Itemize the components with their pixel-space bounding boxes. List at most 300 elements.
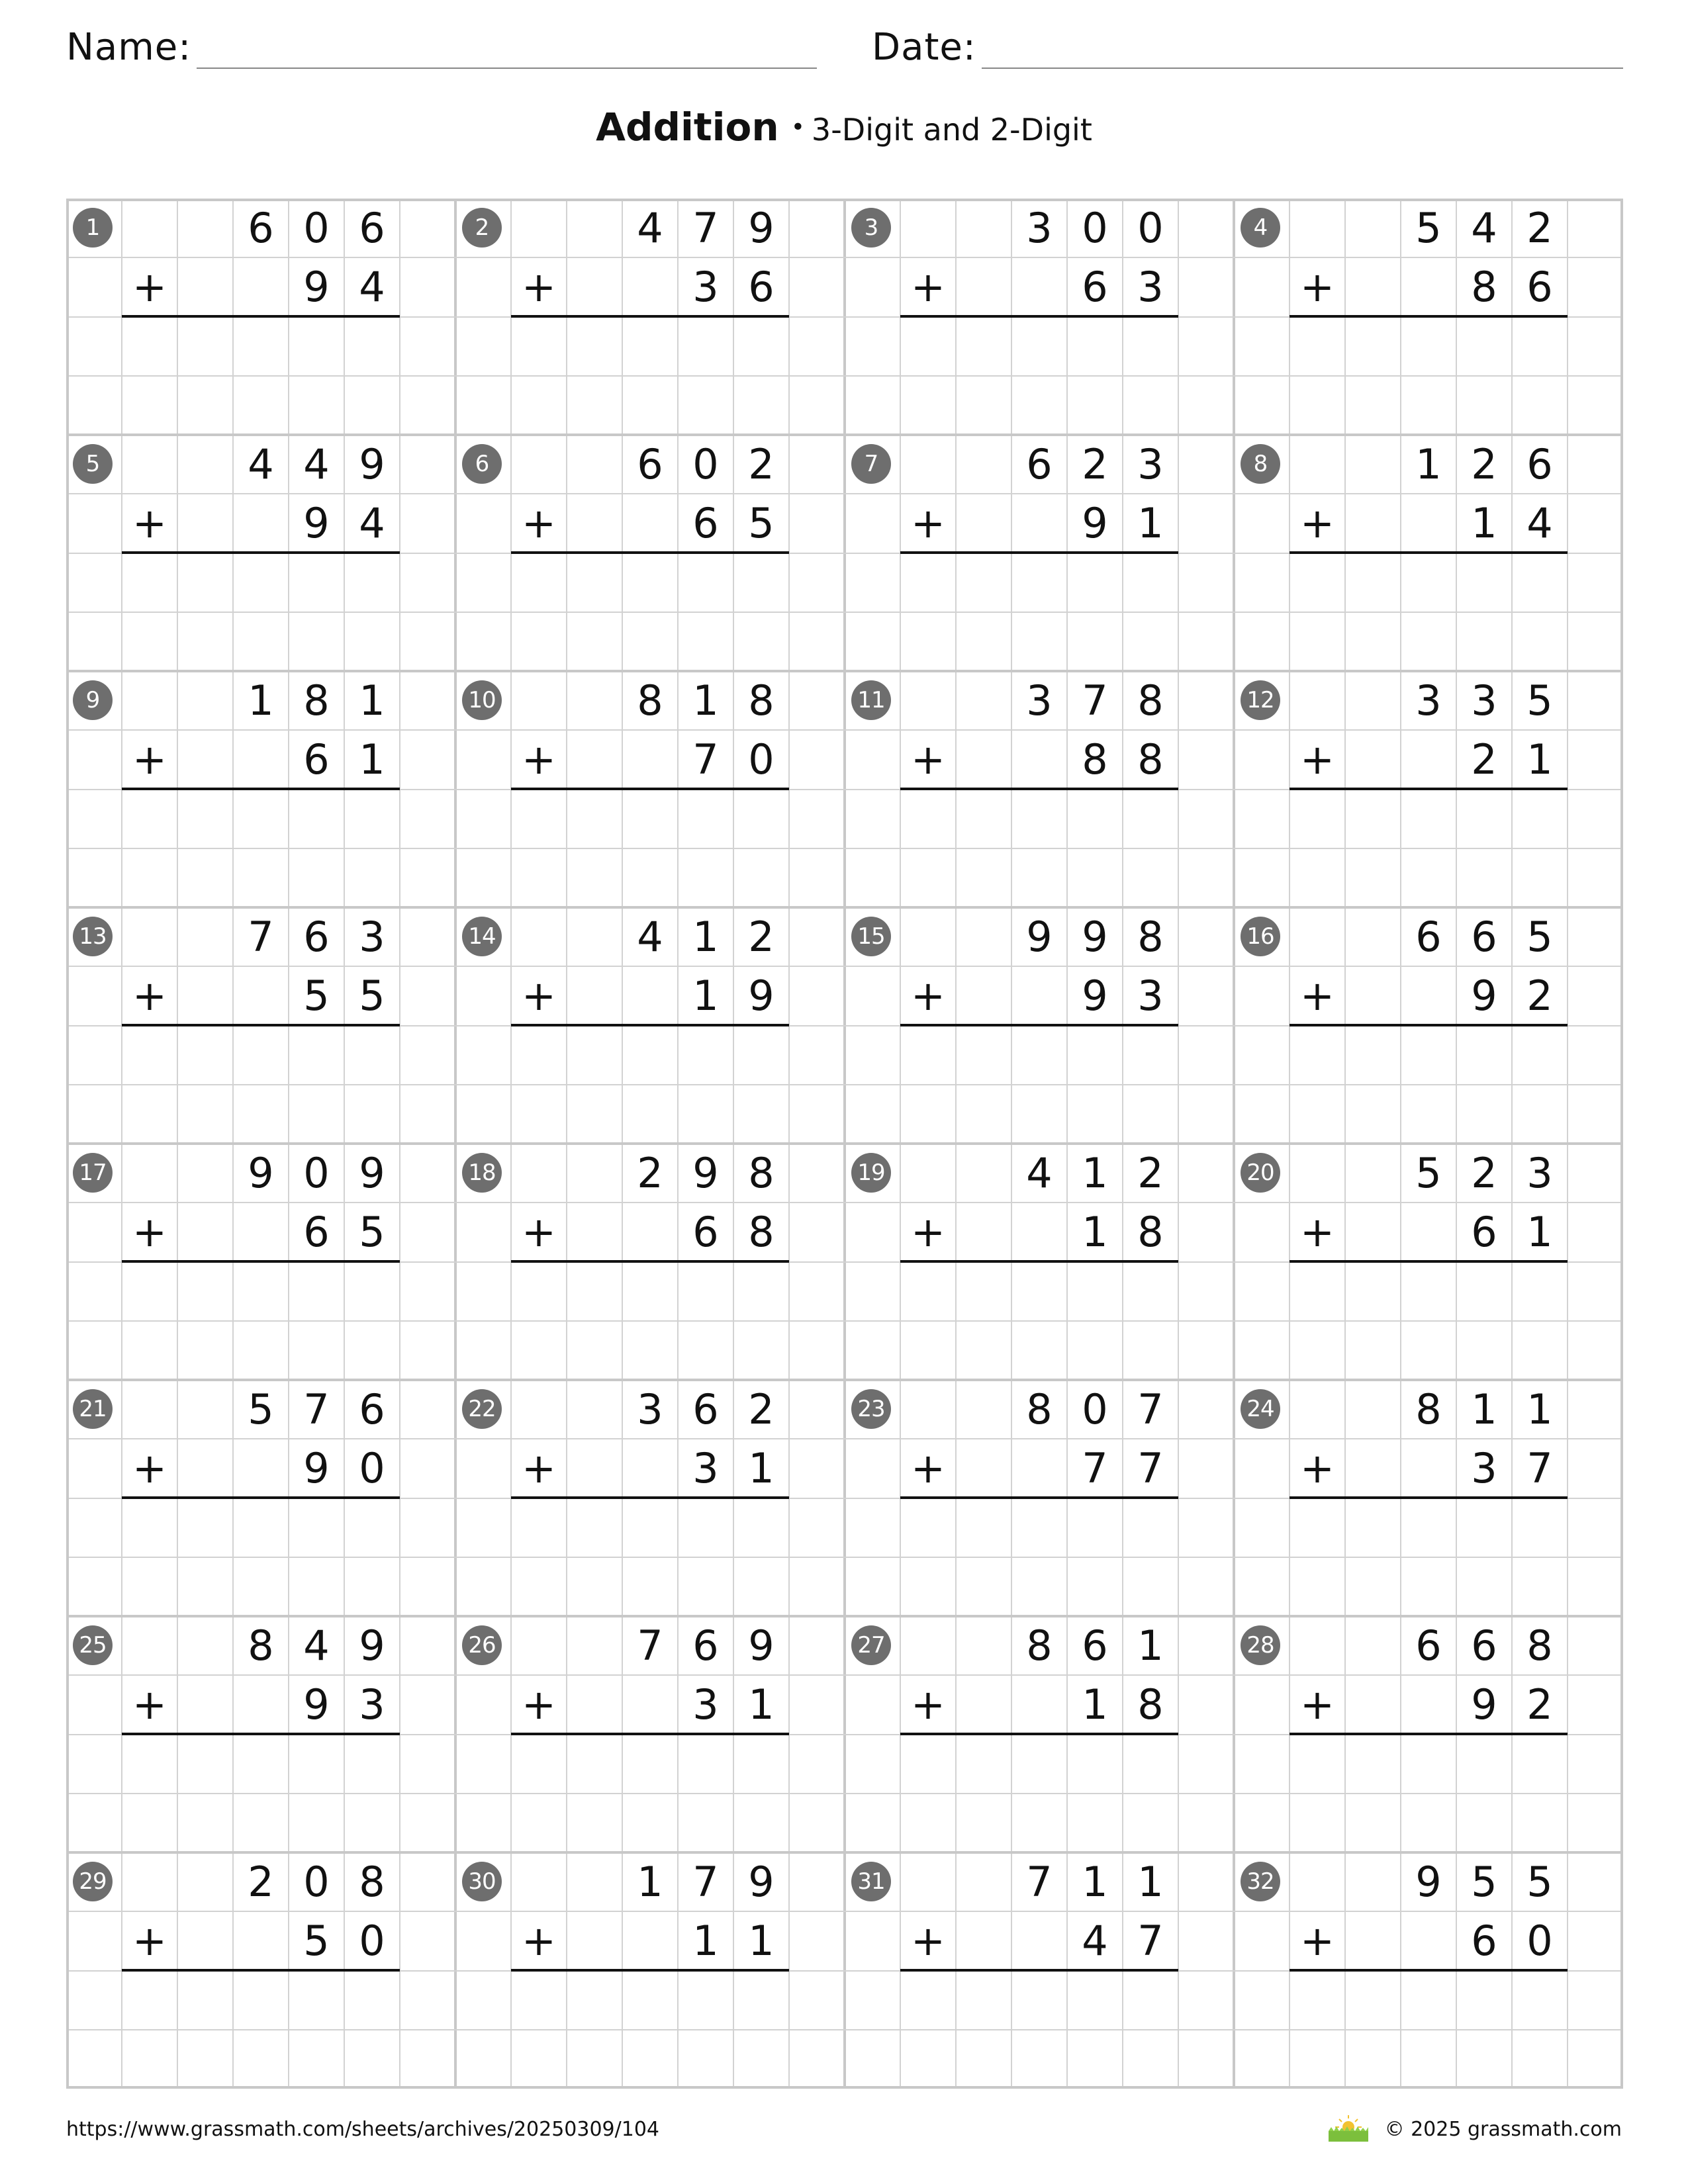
answer-cell[interactable]	[678, 1498, 733, 1557]
top-addend-digit: 3	[359, 913, 385, 961]
answer-cell[interactable]	[1456, 1735, 1512, 1794]
answer-cell[interactable]	[956, 1026, 1011, 1085]
answer-cell[interactable]	[122, 553, 177, 612]
top-addend-digit: 3	[1026, 204, 1053, 252]
answer-cell[interactable]	[678, 1971, 733, 2030]
answer-cell[interactable]	[233, 1735, 289, 1794]
answer-cell[interactable]	[1067, 790, 1123, 848]
answer-cell[interactable]	[1011, 553, 1067, 612]
answer-cell[interactable]	[177, 1262, 233, 1321]
top-addend-digit: 3	[1026, 676, 1053, 725]
date-line[interactable]	[982, 20, 1623, 69]
problem-number-badge: 22	[462, 1389, 502, 1429]
top-addend-digit: 8	[1026, 1621, 1053, 1670]
problem-number-badge: 18	[462, 1153, 502, 1193]
addition-problem	[66, 199, 455, 435]
grass-sun-logo-icon	[1327, 2113, 1370, 2143]
answer-cell[interactable]	[233, 1971, 289, 2030]
top-addend-digit: 4	[637, 204, 663, 252]
answer-cell[interactable]	[1067, 1971, 1123, 2030]
top-addend-digit: 7	[248, 913, 274, 961]
answer-cell[interactable]	[344, 553, 400, 612]
addition-problem	[66, 435, 455, 671]
bottom-addend-digit: 7	[1526, 1444, 1553, 1493]
answer-cell[interactable]	[1345, 553, 1401, 612]
answer-cell[interactable]	[1123, 1262, 1178, 1321]
bottom-addend-digit: 5	[303, 972, 330, 1021]
answer-cell[interactable]	[956, 790, 1011, 848]
bottom-addend-digit: 6	[303, 1208, 330, 1257]
answer-cell[interactable]	[622, 1498, 678, 1557]
answer-cell[interactable]	[567, 553, 622, 612]
answer-cell[interactable]	[622, 1026, 678, 1085]
top-addend-digit: 7	[1082, 676, 1108, 725]
answer-cell[interactable]	[1345, 1498, 1401, 1557]
answer-cell[interactable]	[1345, 1262, 1401, 1321]
answer-cell[interactable]	[1289, 1971, 1345, 2030]
plus-sign: +	[132, 1917, 167, 1966]
top-addend-digit: 0	[303, 204, 330, 252]
plus-sign: +	[522, 263, 556, 312]
top-addend-digit: 1	[1082, 1858, 1108, 1906]
problem-grid	[66, 199, 1623, 2089]
answer-cell[interactable]	[900, 1735, 956, 1794]
answer-cell[interactable]	[344, 317, 400, 376]
answer-cell[interactable]	[678, 317, 733, 376]
answer-cell[interactable]	[900, 1971, 956, 2030]
answer-cell[interactable]	[1401, 1498, 1456, 1557]
answer-cell[interactable]	[233, 317, 289, 376]
top-addend-digit: 6	[1471, 913, 1497, 961]
answer-cell[interactable]	[733, 1026, 789, 1085]
problem-number-badge: 6	[462, 444, 502, 484]
problem-number-badge: 14	[462, 917, 502, 956]
answer-cell[interactable]	[567, 790, 622, 848]
top-addend-digit: 6	[359, 204, 385, 252]
answer-cell[interactable]	[1123, 317, 1178, 376]
top-addend-digit: 6	[1026, 440, 1053, 488]
answer-cell[interactable]	[956, 553, 1011, 612]
bottom-addend-digit: 1	[692, 972, 719, 1021]
addition-problem	[1234, 907, 1623, 1144]
answer-cell[interactable]	[956, 1735, 1011, 1794]
problem-number-badge: 9	[73, 680, 113, 720]
plus-sign: +	[132, 735, 167, 784]
addition-problem	[455, 1380, 845, 1616]
answer-cell[interactable]	[1456, 1262, 1512, 1321]
answer-cell[interactable]	[1456, 1498, 1512, 1557]
answer-cell[interactable]	[1456, 1971, 1512, 2030]
answer-cell[interactable]	[511, 1971, 567, 2030]
answer-cell[interactable]	[289, 1498, 344, 1557]
top-addend-digit: 3	[1137, 440, 1164, 488]
top-addend-digit: 3	[1526, 1149, 1553, 1197]
answer-cell[interactable]	[1401, 1026, 1456, 1085]
top-addend-digit: 8	[359, 1858, 385, 1906]
answer-cell[interactable]	[122, 1498, 177, 1557]
answer-cell[interactable]	[177, 790, 233, 848]
top-addend-digit: 4	[1026, 1149, 1053, 1197]
addition-problem	[845, 199, 1234, 435]
answer-cell[interactable]	[900, 1026, 956, 1085]
top-addend-digit: 5	[1526, 676, 1553, 725]
answer-cell[interactable]	[1456, 553, 1512, 612]
answer-cell[interactable]	[289, 1735, 344, 1794]
bottom-addend-digit: 9	[303, 1680, 330, 1729]
answer-cell[interactable]	[177, 553, 233, 612]
answer-cell[interactable]	[567, 1735, 622, 1794]
problem-number-badge: 25	[73, 1625, 113, 1665]
answer-cell[interactable]	[511, 1262, 567, 1321]
answer-cell[interactable]	[344, 1026, 400, 1085]
addition-problem	[455, 1616, 845, 1852]
answer-cell[interactable]	[622, 1971, 678, 2030]
top-addend-digit: 5	[1415, 1149, 1442, 1197]
plus-sign: +	[132, 1680, 167, 1729]
top-addend-digit: 2	[637, 1149, 663, 1197]
answer-cell[interactable]	[1123, 1498, 1178, 1557]
bottom-addend-digit: 9	[303, 263, 330, 312]
answer-cell[interactable]	[956, 317, 1011, 376]
bottom-addend-digit: 7	[1137, 1917, 1164, 1966]
answer-cell[interactable]	[289, 790, 344, 848]
bottom-addend-digit: 1	[359, 735, 385, 784]
answer-cell[interactable]	[1512, 1971, 1568, 2030]
answer-cell[interactable]	[1345, 1971, 1401, 2030]
top-addend-digit: 2	[1526, 204, 1553, 252]
answer-cell[interactable]	[344, 1498, 400, 1557]
answer-cell[interactable]	[1067, 1498, 1123, 1557]
answer-cell[interactable]	[1401, 1735, 1456, 1794]
top-addend-digit: 6	[1082, 1621, 1108, 1670]
answer-cell[interactable]	[1289, 790, 1345, 848]
top-addend-digit: 4	[1471, 204, 1497, 252]
top-addend-digit: 1	[692, 913, 719, 961]
answer-cell[interactable]	[511, 317, 567, 376]
answer-cell[interactable]	[122, 317, 177, 376]
addition-problem	[1234, 435, 1623, 671]
answer-cell[interactable]	[956, 1262, 1011, 1321]
answer-cell[interactable]	[289, 1262, 344, 1321]
answer-cell[interactable]	[177, 1026, 233, 1085]
top-addend-digit: 2	[748, 440, 774, 488]
problem-number-badge: 11	[851, 680, 891, 720]
plus-sign: +	[522, 499, 556, 548]
answer-cell[interactable]	[233, 1262, 289, 1321]
answer-cell[interactable]	[344, 1262, 400, 1321]
bottom-addend-digit: 7	[692, 735, 719, 784]
top-addend-digit: 6	[1415, 913, 1442, 961]
bottom-addend-digit: 1	[1471, 499, 1497, 548]
top-addend-digit: 0	[303, 1858, 330, 1906]
top-addend-digit: 0	[303, 1149, 330, 1197]
problem-number-badge: 10	[462, 680, 502, 720]
bottom-addend-digit: 2	[1526, 1680, 1553, 1729]
answer-cell[interactable]	[344, 1971, 400, 2030]
answer-cell[interactable]	[678, 1735, 733, 1794]
answer-cell[interactable]	[567, 1971, 622, 2030]
addition-problem	[1234, 199, 1623, 435]
bottom-addend-digit: 6	[1082, 263, 1108, 312]
answer-cell[interactable]	[1512, 1026, 1568, 1085]
answer-cell[interactable]	[1345, 317, 1401, 376]
answer-cell[interactable]	[1401, 1262, 1456, 1321]
date-field[interactable]	[872, 21, 1623, 69]
plus-sign: +	[522, 1680, 556, 1729]
answer-cell[interactable]	[678, 1262, 733, 1321]
bottom-addend-digit: 3	[1471, 1444, 1497, 1493]
problem-number-badge: 7	[851, 444, 891, 484]
answer-cell[interactable]	[233, 553, 289, 612]
top-addend-digit: 6	[1526, 440, 1553, 488]
answer-cell[interactable]	[1067, 553, 1123, 612]
answer-cell[interactable]	[177, 1971, 233, 2030]
answer-cell[interactable]	[567, 317, 622, 376]
problem-number-badge: 20	[1241, 1153, 1280, 1193]
answer-cell[interactable]	[1401, 553, 1456, 612]
answer-cell[interactable]	[956, 1498, 1011, 1557]
top-addend-digit: 1	[1415, 440, 1442, 488]
answer-cell[interactable]	[1067, 1735, 1123, 1794]
top-addend-digit: 8	[303, 676, 330, 725]
top-addend-digit: 9	[359, 1621, 385, 1670]
answer-cell[interactable]	[1512, 1498, 1568, 1557]
top-addend-digit: 2	[1137, 1149, 1164, 1197]
answer-cell[interactable]	[1289, 1262, 1345, 1321]
top-addend-digit: 5	[248, 1385, 274, 1433]
top-addend-digit: 9	[359, 1149, 385, 1197]
bottom-addend-digit: 1	[748, 1917, 774, 1966]
answer-cell[interactable]	[1123, 553, 1178, 612]
problem-number-badge: 29	[73, 1862, 113, 1901]
bottom-addend-digit: 4	[1082, 1917, 1108, 1966]
top-addend-digit: 2	[1471, 1149, 1497, 1197]
worksheet-title	[0, 105, 1688, 150]
answer-cell[interactable]	[733, 1971, 789, 2030]
bottom-addend-digit: 5	[303, 1917, 330, 1966]
plus-sign: +	[132, 1444, 167, 1493]
answer-cell[interactable]	[678, 790, 733, 848]
answer-cell[interactable]	[622, 553, 678, 612]
answer-cell[interactable]	[1123, 1971, 1178, 2030]
addition-problem	[66, 907, 455, 1144]
top-addend-digit: 8	[1137, 913, 1164, 961]
answer-cell[interactable]	[1512, 790, 1568, 848]
answer-cell[interactable]	[1345, 1735, 1401, 1794]
answer-cell[interactable]	[233, 790, 289, 848]
top-addend-digit: 7	[637, 1621, 663, 1670]
bottom-addend-digit: 8	[1471, 263, 1497, 312]
top-addend-digit: 4	[248, 440, 274, 488]
top-addend-digit: 0	[1137, 204, 1164, 252]
top-addend-digit: 5	[1471, 1858, 1497, 1906]
answer-cell[interactable]	[1456, 1026, 1512, 1085]
bottom-addend-digit: 4	[359, 499, 385, 548]
answer-cell[interactable]	[900, 553, 956, 612]
answer-cell[interactable]	[511, 790, 567, 848]
bottom-addend-digit: 3	[359, 1680, 385, 1729]
answer-cell[interactable]	[1067, 317, 1123, 376]
answer-cell[interactable]	[900, 1498, 956, 1557]
top-addend-digit: 4	[303, 440, 330, 488]
answer-cell[interactable]	[1289, 1735, 1345, 1794]
answer-cell[interactable]	[1512, 317, 1568, 376]
answer-cell[interactable]	[1456, 790, 1512, 848]
top-addend-digit: 7	[692, 1858, 719, 1906]
plus-sign: +	[911, 499, 945, 548]
answer-cell[interactable]	[511, 1498, 567, 1557]
top-addend-digit: 5	[1415, 204, 1442, 252]
answer-cell[interactable]	[900, 790, 956, 848]
top-addend-digit: 6	[303, 913, 330, 961]
answer-cell[interactable]	[511, 1026, 567, 1085]
answer-cell[interactable]	[622, 790, 678, 848]
answer-cell[interactable]	[1345, 1026, 1401, 1085]
answer-cell[interactable]	[122, 1971, 177, 2030]
answer-cell[interactable]	[678, 553, 733, 612]
top-addend-digit: 9	[692, 1149, 719, 1197]
plus-sign: +	[132, 499, 167, 548]
answer-cell[interactable]	[122, 1026, 177, 1085]
top-addend-digit: 2	[248, 1858, 274, 1906]
answer-cell[interactable]	[1011, 790, 1067, 848]
answer-cell[interactable]	[567, 1026, 622, 1085]
answer-cell[interactable]	[1289, 317, 1345, 376]
answer-cell[interactable]	[1289, 1498, 1345, 1557]
bottom-addend-digit: 0	[359, 1444, 385, 1493]
answer-cell[interactable]	[567, 1262, 622, 1321]
top-addend-digit: 9	[359, 440, 385, 488]
answer-cell[interactable]	[1401, 317, 1456, 376]
bottom-addend-digit: 6	[1471, 1208, 1497, 1257]
answer-cell[interactable]	[622, 317, 678, 376]
name-field[interactable]	[66, 21, 817, 69]
answer-cell[interactable]	[1512, 1262, 1568, 1321]
title-main: Addition	[596, 105, 779, 150]
bottom-addend-digit: 1	[1137, 499, 1164, 548]
answer-cell[interactable]	[344, 1735, 400, 1794]
top-addend-digit: 8	[637, 676, 663, 725]
answer-cell[interactable]	[122, 1735, 177, 1794]
top-addend-digit: 6	[1415, 1621, 1442, 1670]
answer-cell[interactable]	[289, 317, 344, 376]
addition-problem	[1234, 1144, 1623, 1380]
addition-problem	[845, 1852, 1234, 2089]
answer-cell[interactable]	[622, 1262, 678, 1321]
answer-cell[interactable]	[733, 317, 789, 376]
answer-cell[interactable]	[1067, 1026, 1123, 1085]
footer-url: https://www.grassmath.com/sheets/archives/20250309/104	[66, 2118, 660, 2141]
answer-cell[interactable]	[1011, 1971, 1067, 2030]
answer-cell[interactable]	[122, 1262, 177, 1321]
answer-cell[interactable]	[733, 553, 789, 612]
answer-cell[interactable]	[1011, 1498, 1067, 1557]
answer-cell[interactable]	[733, 1735, 789, 1794]
top-addend-digit: 6	[1471, 1621, 1497, 1670]
top-addend-digit: 6	[248, 204, 274, 252]
problem-number-badge: 21	[73, 1389, 113, 1429]
top-addend-digit: 8	[748, 676, 774, 725]
answer-cell[interactable]	[233, 1026, 289, 1085]
answer-cell[interactable]	[733, 1498, 789, 1557]
bottom-addend-digit: 9	[1471, 1680, 1497, 1729]
answer-cell[interactable]	[511, 1735, 567, 1794]
answer-cell[interactable]	[289, 553, 344, 612]
answer-cell[interactable]	[344, 790, 400, 848]
answer-cell[interactable]	[900, 317, 956, 376]
answer-cell[interactable]	[622, 1735, 678, 1794]
answer-cell[interactable]	[122, 790, 177, 848]
answer-cell[interactable]	[900, 1262, 956, 1321]
problem-number-badge: 5	[73, 444, 113, 484]
plus-sign: +	[911, 972, 945, 1021]
name-line[interactable]	[197, 20, 817, 69]
answer-cell[interactable]	[289, 1026, 344, 1085]
answer-cell[interactable]	[1456, 317, 1512, 376]
problem-number-badge: 17	[73, 1153, 113, 1193]
top-addend-digit: 8	[1526, 1621, 1553, 1670]
answer-cell[interactable]	[1011, 1262, 1067, 1321]
plus-sign: +	[522, 735, 556, 784]
answer-cell[interactable]	[678, 1026, 733, 1085]
bottom-addend-digit: 8	[1137, 735, 1164, 784]
answer-cell[interactable]	[511, 553, 567, 612]
title-separator: •	[790, 114, 805, 141]
problem-number-badge: 1	[73, 208, 113, 248]
answer-cell[interactable]	[1123, 1735, 1178, 1794]
top-addend-digit: 7	[1137, 1385, 1164, 1433]
answer-cell[interactable]	[1512, 553, 1568, 612]
bottom-addend-digit: 3	[692, 263, 719, 312]
bottom-addend-digit: 0	[748, 735, 774, 784]
answer-cell[interactable]	[733, 790, 789, 848]
answer-cell[interactable]	[1123, 790, 1178, 848]
plus-sign: +	[1300, 972, 1335, 1021]
answer-cell[interactable]	[1011, 317, 1067, 376]
top-addend-digit: 8	[1415, 1385, 1442, 1433]
addition-problem	[66, 1852, 455, 2089]
answer-cell[interactable]	[1067, 1262, 1123, 1321]
answer-cell[interactable]	[567, 1498, 622, 1557]
answer-cell[interactable]	[1011, 1026, 1067, 1085]
top-addend-digit: 2	[748, 1385, 774, 1433]
answer-cell[interactable]	[956, 1971, 1011, 2030]
bottom-addend-digit: 8	[1082, 735, 1108, 784]
answer-cell[interactable]	[177, 1498, 233, 1557]
addition-problem	[455, 1852, 845, 2089]
answer-cell[interactable]	[1401, 1971, 1456, 2030]
bottom-addend-digit: 8	[748, 1208, 774, 1257]
answer-cell[interactable]	[233, 1498, 289, 1557]
answer-cell[interactable]	[177, 317, 233, 376]
answer-cell[interactable]	[1011, 1735, 1067, 1794]
bottom-addend-digit: 7	[1082, 1444, 1108, 1493]
answer-cell[interactable]	[1289, 1026, 1345, 1085]
answer-cell[interactable]	[733, 1262, 789, 1321]
plus-sign: +	[1300, 1680, 1335, 1729]
answer-cell[interactable]	[1401, 790, 1456, 848]
problem-number-badge: 13	[73, 917, 113, 956]
answer-cell[interactable]	[177, 1735, 233, 1794]
answer-cell[interactable]	[1289, 553, 1345, 612]
answer-cell[interactable]	[289, 1971, 344, 2030]
answer-cell[interactable]	[1512, 1735, 1568, 1794]
answer-cell[interactable]	[1123, 1026, 1178, 1085]
top-addend-digit: 1	[1137, 1858, 1164, 1906]
problem-number-badge: 30	[462, 1862, 502, 1901]
top-addend-digit: 2	[1082, 440, 1108, 488]
answer-cell[interactable]	[1345, 790, 1401, 848]
